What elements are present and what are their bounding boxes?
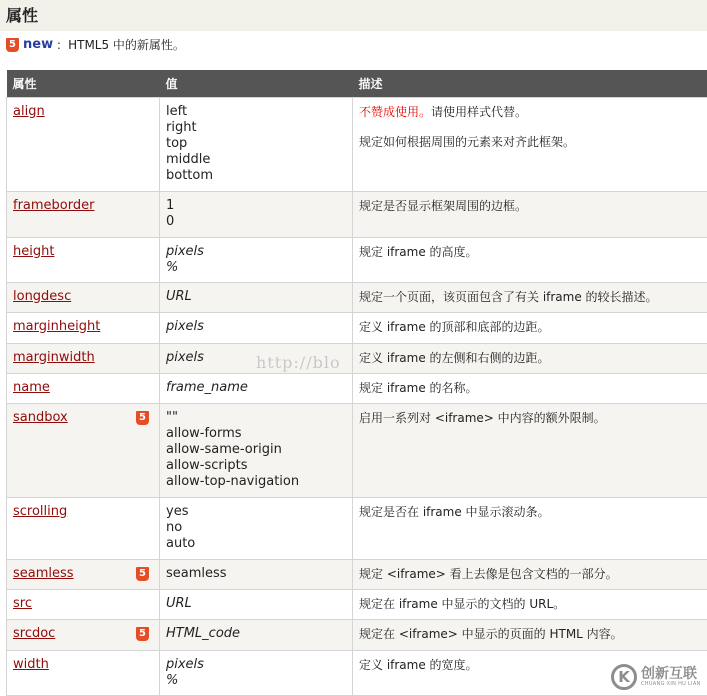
warning-text: 请使用样式代替。 — [431, 104, 528, 119]
table-row — [7, 191, 707, 237]
table-row — [7, 589, 707, 619]
value-text: 1 — [166, 197, 175, 213]
table-row — [7, 619, 707, 650]
attribute-cell — [7, 191, 160, 237]
description-text: 启用一系列对 <iframe> 中内容的额外限制。 — [359, 410, 606, 425]
attribute-link-height[interactable]: height — [13, 243, 55, 259]
value-text: pixels — [166, 349, 204, 365]
value-text: left — [166, 103, 188, 119]
value-cell — [160, 559, 353, 589]
description-text: 规定如何根据周围的元素来对齐此框架。 — [359, 134, 576, 149]
value-text: % — [166, 259, 179, 275]
description-cell — [353, 282, 707, 312]
description-cell — [353, 619, 707, 650]
description-text: 定义 iframe 的左侧和右侧的边距。 — [359, 350, 550, 365]
attribute-link-frameborder[interactable]: frameborder — [13, 197, 95, 213]
value-cell — [160, 619, 353, 650]
description-text: 规定 iframe 的高度。 — [359, 244, 478, 259]
value-cell — [160, 282, 353, 312]
attribute-cell — [7, 619, 160, 650]
value-cell — [160, 373, 353, 403]
value-text: right — [166, 119, 197, 135]
description-text: 规定一个页面，该页面包含了有关 iframe 的较长描述。 — [359, 289, 658, 304]
watermark-text: http://blo — [256, 353, 341, 372]
header-description: 描述 — [353, 70, 707, 97]
value-cell — [160, 97, 353, 191]
logo-mark-icon: K — [611, 664, 637, 690]
attribute-cell — [7, 282, 160, 312]
attribute-cell — [7, 237, 160, 282]
attribute-cell — [7, 497, 160, 559]
attribute-table — [6, 70, 707, 696]
description-cell — [353, 403, 707, 497]
description-text: 规定在 <iframe> 中显示的页面的 HTML 内容。 — [359, 626, 623, 641]
description-cell — [353, 312, 707, 343]
description-cell — [353, 589, 707, 619]
value-text: allow-same-origin — [166, 441, 282, 457]
table-row — [7, 97, 707, 191]
value-text: yes — [166, 503, 189, 519]
table-row — [7, 312, 707, 343]
description-cell — [353, 373, 707, 403]
attribute-cell — [7, 97, 160, 191]
attribute-link-marginwidth[interactable]: marginwidth — [13, 349, 95, 365]
attribute-cell — [7, 373, 160, 403]
table-row — [7, 497, 707, 559]
value-cell — [160, 191, 353, 237]
value-text: middle — [166, 151, 211, 167]
html5-icon: 5 — [136, 627, 149, 641]
description-text: 规定是否在 iframe 中显示滚动条。 — [359, 504, 550, 519]
attribute-link-srcdoc[interactable]: srcdoc — [13, 625, 56, 641]
html5-icon: 5 — [136, 411, 149, 425]
value-cell — [160, 312, 353, 343]
attribute-cell — [7, 403, 160, 497]
attribute-link-align[interactable]: align — [13, 103, 45, 119]
value-text: % — [166, 672, 179, 688]
description-text: 规定 <iframe> 看上去像是包含文档的一部分。 — [359, 566, 618, 581]
table-row — [7, 650, 707, 695]
attribute-link-seamless[interactable]: seamless — [13, 565, 74, 581]
value-cell — [160, 237, 353, 282]
value-text: pixels — [166, 656, 204, 672]
attribute-link-longdesc[interactable]: longdesc — [13, 288, 72, 304]
table-row — [7, 343, 707, 373]
description-cell — [353, 191, 707, 237]
header-value: 值 — [160, 70, 353, 97]
attribute-cell — [7, 650, 160, 695]
value-text: HTML_code — [166, 625, 241, 641]
deprecated-warning: 不赞成使用。 — [359, 104, 432, 119]
attribute-link-name[interactable]: name — [13, 379, 50, 395]
value-cell — [160, 589, 353, 619]
attribute-link-sandbox[interactable]: sandbox — [13, 409, 68, 425]
value-text: no — [166, 519, 183, 535]
description-cell — [353, 559, 707, 589]
value-text: URL — [166, 595, 192, 611]
description-text: 规定是否显示框架周围的边框。 — [359, 198, 528, 213]
attribute-cell — [7, 559, 160, 589]
table-row — [7, 403, 707, 497]
attribute-link-scrolling[interactable]: scrolling — [13, 503, 68, 519]
table-row — [7, 282, 707, 312]
description-cell — [353, 97, 707, 191]
value-text: auto — [166, 535, 196, 551]
description-text: 规定在 iframe 中显示的文档的 URL。 — [359, 596, 566, 611]
value-text: bottom — [166, 167, 214, 183]
table-row — [7, 559, 707, 589]
value-text: allow-top-navigation — [166, 473, 300, 489]
value-text: allow-forms — [166, 425, 242, 441]
table-row — [7, 373, 707, 403]
description-text: 规定 iframe 的名称。 — [359, 380, 478, 395]
table-header-row — [7, 70, 707, 97]
value-text: 0 — [166, 213, 175, 229]
attribute-cell — [7, 589, 160, 619]
html5-new-note — [6, 36, 185, 54]
new-label: new — [23, 37, 54, 52]
table-row — [7, 237, 707, 282]
value-text: allow-scripts — [166, 457, 248, 473]
value-text: top — [166, 135, 188, 151]
html5-icon: 5 — [6, 38, 19, 52]
value-cell — [160, 497, 353, 559]
attribute-link-width[interactable]: width — [13, 656, 49, 672]
attribute-link-src[interactable]: src — [13, 595, 32, 611]
attribute-cell — [7, 312, 160, 343]
description-text: 定义 iframe 的顶部和底部的边距。 — [359, 319, 550, 334]
value-text: pixels — [166, 243, 204, 259]
value-text: URL — [166, 288, 192, 304]
brand-logo — [611, 660, 705, 694]
new-note-text: ：HTML5 中的新属性。 — [56, 38, 185, 52]
description-text: 定义 iframe 的宽度。 — [359, 657, 478, 672]
description-cell — [353, 343, 707, 373]
value-text: seamless — [166, 565, 227, 581]
value-text: "" — [166, 409, 178, 425]
description-cell — [353, 497, 707, 559]
value-text: frame_name — [166, 379, 248, 395]
value-text: pixels — [166, 318, 204, 334]
attribute-cell — [7, 343, 160, 373]
value-cell — [160, 650, 353, 695]
table-body — [7, 97, 707, 695]
attribute-link-marginheight[interactable]: marginheight — [13, 318, 101, 334]
description-cell — [353, 237, 707, 282]
header-attribute: 属性 — [7, 70, 160, 97]
html5-icon: 5 — [136, 567, 149, 581]
value-cell — [160, 403, 353, 497]
section-title: 属性 — [0, 0, 707, 31]
logo-subtext: CHUANG XIN HU LIAN — [641, 680, 701, 687]
logo-text: 创新互联 — [641, 665, 697, 682]
